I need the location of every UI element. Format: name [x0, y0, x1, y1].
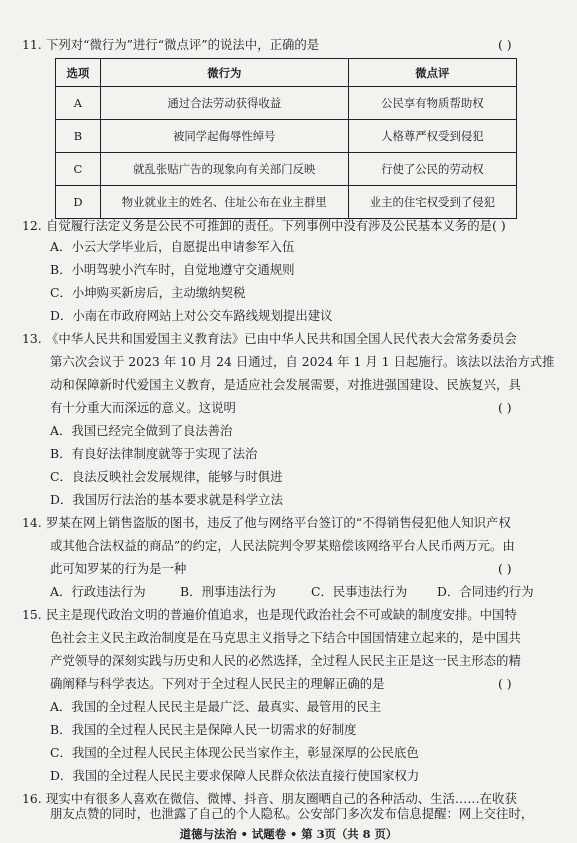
- q14-option-c: C．民事违法行为: [311, 584, 408, 599]
- q11-answer-paren: ( ): [498, 37, 512, 52]
- row-option: C: [56, 153, 101, 186]
- q15-line: 民主是现代政治文明的普遍价值追求，也是现代政治社会不可或缺的制度安排。中国特: [46, 607, 517, 622]
- q13-answer-paren: ( ): [498, 400, 512, 415]
- q15-option-c: C．我国的全过程人民民主体现公民当家作主，彰显深厚的公民底色: [50, 745, 419, 760]
- q16-line: 现实中有很多人喜欢在微信、微博、抖音、朋友圈晒自己的各种活动、生活……在收获: [46, 791, 517, 806]
- q11-table-header: [56, 59, 517, 87]
- q13-line: 第六次会议于 2023 年 10 月 24 日通过，自 2024 年 1 月 1 日起施行。该法以法治方式推: [50, 354, 555, 369]
- q13-line: 有十分重大而深远的意义。这说明: [50, 400, 236, 415]
- table-row: [56, 186, 517, 219]
- q11-number: 11.: [22, 37, 42, 52]
- row-option: D: [56, 186, 101, 219]
- row-comment: 行使了公民的劳动权: [348, 153, 516, 186]
- row-behavior: 通过合法劳动获得收益: [100, 87, 348, 120]
- q14-answer-paren: ( ): [498, 561, 512, 576]
- q12-option-c: C．小坤购买新房后，主动缴纳契税: [50, 285, 246, 300]
- row-behavior: 物业就业主的姓名、住址公布在业主群里: [100, 186, 348, 219]
- q16-number: 16.: [22, 791, 42, 806]
- q14-line: 此可知罗某的行为是一种: [50, 561, 187, 576]
- q13-line: 《中华人民共和国爱国主义教育法》已由中华人民共和国全国人民代表大会常务委员会: [46, 331, 517, 346]
- q14-option-d: D．合同违约行为: [437, 584, 534, 599]
- q15-option-d: D．我国的全过程人民民主要求保障人民群众依法直接行使国家权力: [50, 768, 420, 783]
- q15-option-a: A．我国的全过程人民民主是最广泛、最真实、最管用的民主: [50, 699, 382, 714]
- q15-line: 色社会主义民主政治制度是在马克思主义指导之下结合中国国情建立起来的，是中国共: [50, 630, 521, 645]
- header-behavior: 微行为: [100, 59, 348, 87]
- row-behavior: 就乱张贴广告的现象向有关部门反映: [100, 153, 348, 186]
- q12-stem: 自觉履行法定义务是公民不可推卸的责任。下列事例中没有涉及公民基本义务的是( ): [46, 218, 506, 233]
- q13-number: 13.: [22, 331, 42, 346]
- q13-option-a: A．我国已经完全做到了良法善治: [50, 423, 233, 438]
- q14-option-b: B．刑事违法行为: [180, 584, 276, 599]
- q14-number: 14.: [22, 515, 42, 530]
- row-comment: 人格尊严权受到侵犯: [348, 120, 516, 153]
- q14-line: 或其他合法权益的商品”的约定，人民法院判令罗某赔偿该网络平台人民币两万元。由: [50, 538, 515, 553]
- q11-table: [55, 58, 517, 219]
- q11-stem: 下列对“微行为”进行“微点评”的说法中，正确的是: [46, 37, 320, 52]
- q14-option-a: A．行政违法行为: [50, 584, 146, 599]
- q13-line: 动和保障新时代爱国主义教育，是适应社会发展需要，对推进强国建设、民族复兴，具: [50, 377, 521, 392]
- q13-option-d: D．我国厉行法治的基本要求就是科学立法: [50, 492, 283, 507]
- q15-line: 产党领导的深刻实践与历史和人民的必然选择，全过程人民民主正是这一民主形态的精: [50, 653, 521, 668]
- table-row: [56, 120, 517, 153]
- header-comment: 微点评: [348, 59, 516, 87]
- q16-line: 朋友点赞的同时，也泄露了自己的个人隐私。公安部门多次发布信息提醒：网上交往时，: [50, 806, 534, 821]
- row-behavior: 被同学起侮辱性绰号: [100, 120, 348, 153]
- q15-line: 确阐释与科学表达。下列对于全过程人民民主的理解正确的是: [50, 676, 385, 691]
- q12-option-d: D．小南在市政府网站上对公交车路线规划提出建议: [50, 308, 333, 323]
- q15-number: 15.: [22, 607, 42, 622]
- q12-option-b: B．小明驾驶小汽车时，自觉地遵守交通规则: [50, 262, 295, 277]
- table-row: [56, 87, 517, 120]
- q12-option-a: A．小云大学毕业后，自愿提出申请参军入伍: [50, 239, 295, 254]
- row-option: A: [56, 87, 101, 120]
- q12-number: 12.: [22, 218, 42, 233]
- row-option: B: [56, 120, 101, 153]
- q13-option-b: B．有良好法律制度就等于实现了法治: [50, 446, 258, 461]
- q13-option-c: C．良法反映社会发展规律，能够与时俱进: [50, 469, 283, 484]
- q15-answer-paren: ( ): [498, 676, 512, 691]
- row-comment: 公民享有物质帮助权: [348, 87, 516, 120]
- header-option: 选项: [56, 59, 101, 87]
- row-comment: 业主的住宅权受到了侵犯: [348, 186, 516, 219]
- table-row: [56, 153, 517, 186]
- q15-option-b: B．我国的全过程人民民主是保障人民一切需求的好制度: [50, 722, 357, 737]
- page-footer: 道德与法治 • 试题卷 • 第 3页（共 8 页）: [179, 827, 398, 841]
- q14-line: 罗某在网上销售盗版的图书，违反了他与网络平台签订的“不得销售侵犯他人知识产权: [46, 515, 511, 530]
